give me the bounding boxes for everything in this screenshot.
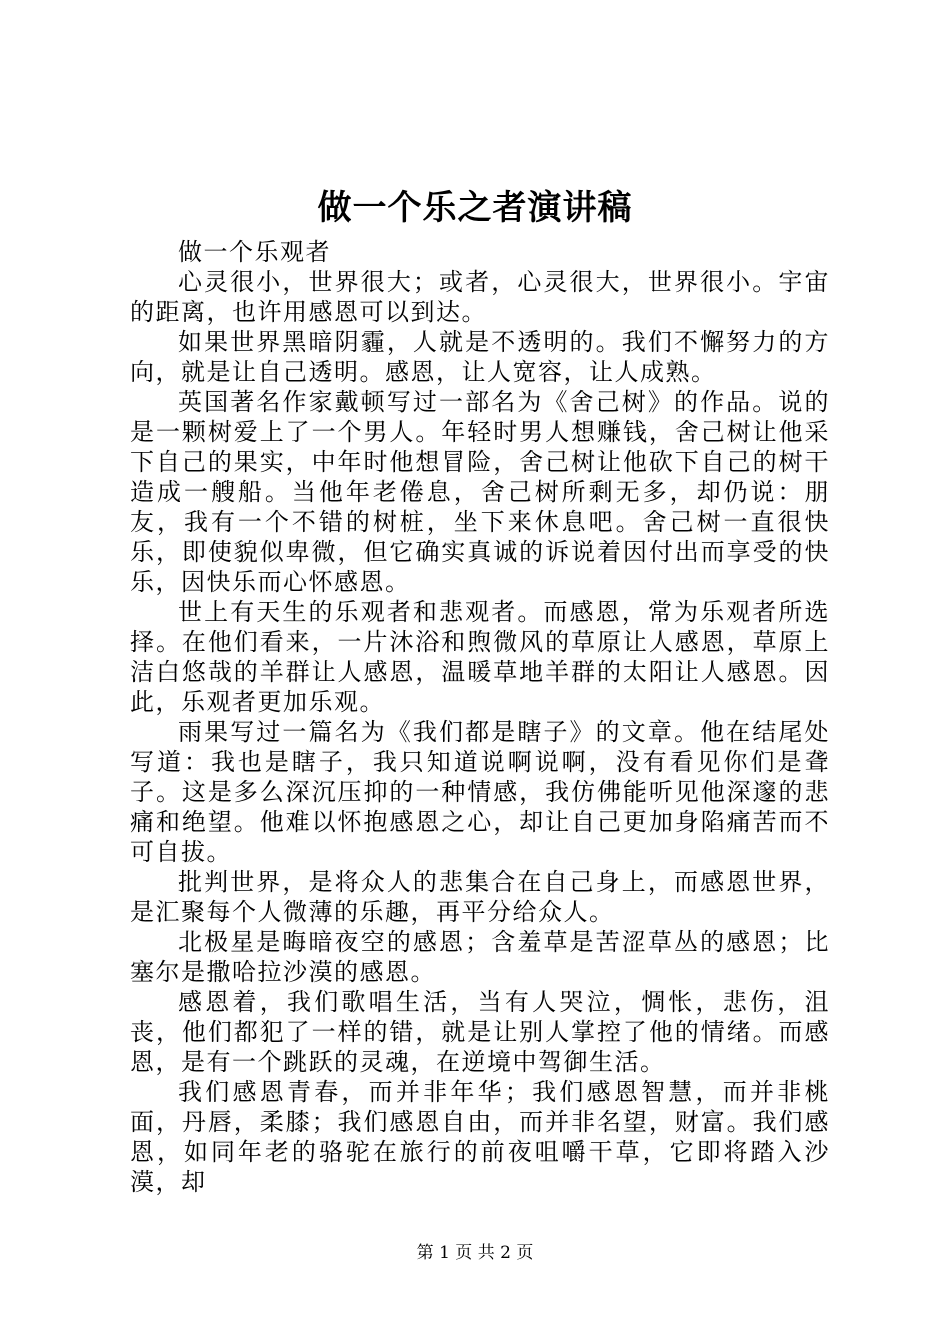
paragraph-3: 如果世界黑暗阴霾，人就是不透明的。我们不懈努力的方向，就是让自己透明。感恩，让人宽容，让人成熟。 — [130, 328, 830, 386]
paragraph-8: 北极星是晦暗夜空的感恩；含羞草是苦涩草丛的感恩；比塞尔是撒哈拉沙漠的感恩。 — [130, 928, 830, 986]
paragraph-2: 心灵很小，世界很大；或者，心灵很大，世界很小。宇宙的距离，也许用感恩可以到达。 — [130, 268, 830, 326]
paragraph-9: 感恩着，我们歌唱生活，当有人哭泣，惆怅，悲伤，沮丧，他们都犯了一样的错，就是让别人掌控了他的情绪。而感恩，是有一个跳跃的灵魂，在逆境中驾御生活。 — [130, 988, 830, 1076]
paragraph-10: 我们感恩青春，而并非年华；我们感恩智慧，而并非桃面，丹唇，柔膝；我们感恩自由，而并非名望，财富。我们感恩，如同年老的骆驼在旅行的前夜咀嚼干草，它即将踏入沙漠，却 — [130, 1078, 830, 1196]
document-body — [130, 237, 830, 1197]
page-number-footer: 第 1 页 共 2 页 — [416, 1243, 534, 1263]
paragraph-7: 批判世界，是将众人的悲集合在自己身上，而感恩世界，是汇聚每个人微薄的乐趣，再平分给众人。 — [130, 868, 830, 926]
document-title: 做一个乐之者演讲稿 — [317, 188, 633, 228]
paragraph-1: 做一个乐观者 — [178, 238, 331, 266]
paragraph-4: 英国著名作家戴顿写过一部名为《舍己树》的作品。说的是一颗树爱上了一个男人。年轻时男人想赚钱，舍己树让他采下自己的果实，中年时他想冒险，舍己树让他砍下自己的树干造成一艘船。当他年老倦息，舍己树所剩无多，却仍说：朋友，我有一个不错的树桩，坐下来休息吧。舍己树一直很快乐，即使貌似卑微，但它确实真诚的诉说着因付出而享受的快乐，因快乐而心怀感恩。 — [130, 388, 830, 596]
paragraph-5: 世上有天生的乐观者和悲观者。而感恩，常为乐观者所选择。在他们看来，一片沐浴和煦微风的草原让人感恩，草原上洁白悠哉的羊群让人感恩，温暖草地羊群的太阳让人感恩。因此，乐观者更加乐观。 — [130, 598, 830, 716]
paragraph-6: 雨果写过一篇名为《我们都是瞎子》的文章。他在结尾处写道：我也是瞎子，我只知道说啊说啊，没有看见你们是聋子。这是多么深沉压抑的一种情感，我仿佛能听见他深邃的悲痛和绝望。他难以怀抱感恩之心，却让自己更加身陷痛苦而不可自拔。 — [130, 718, 830, 866]
